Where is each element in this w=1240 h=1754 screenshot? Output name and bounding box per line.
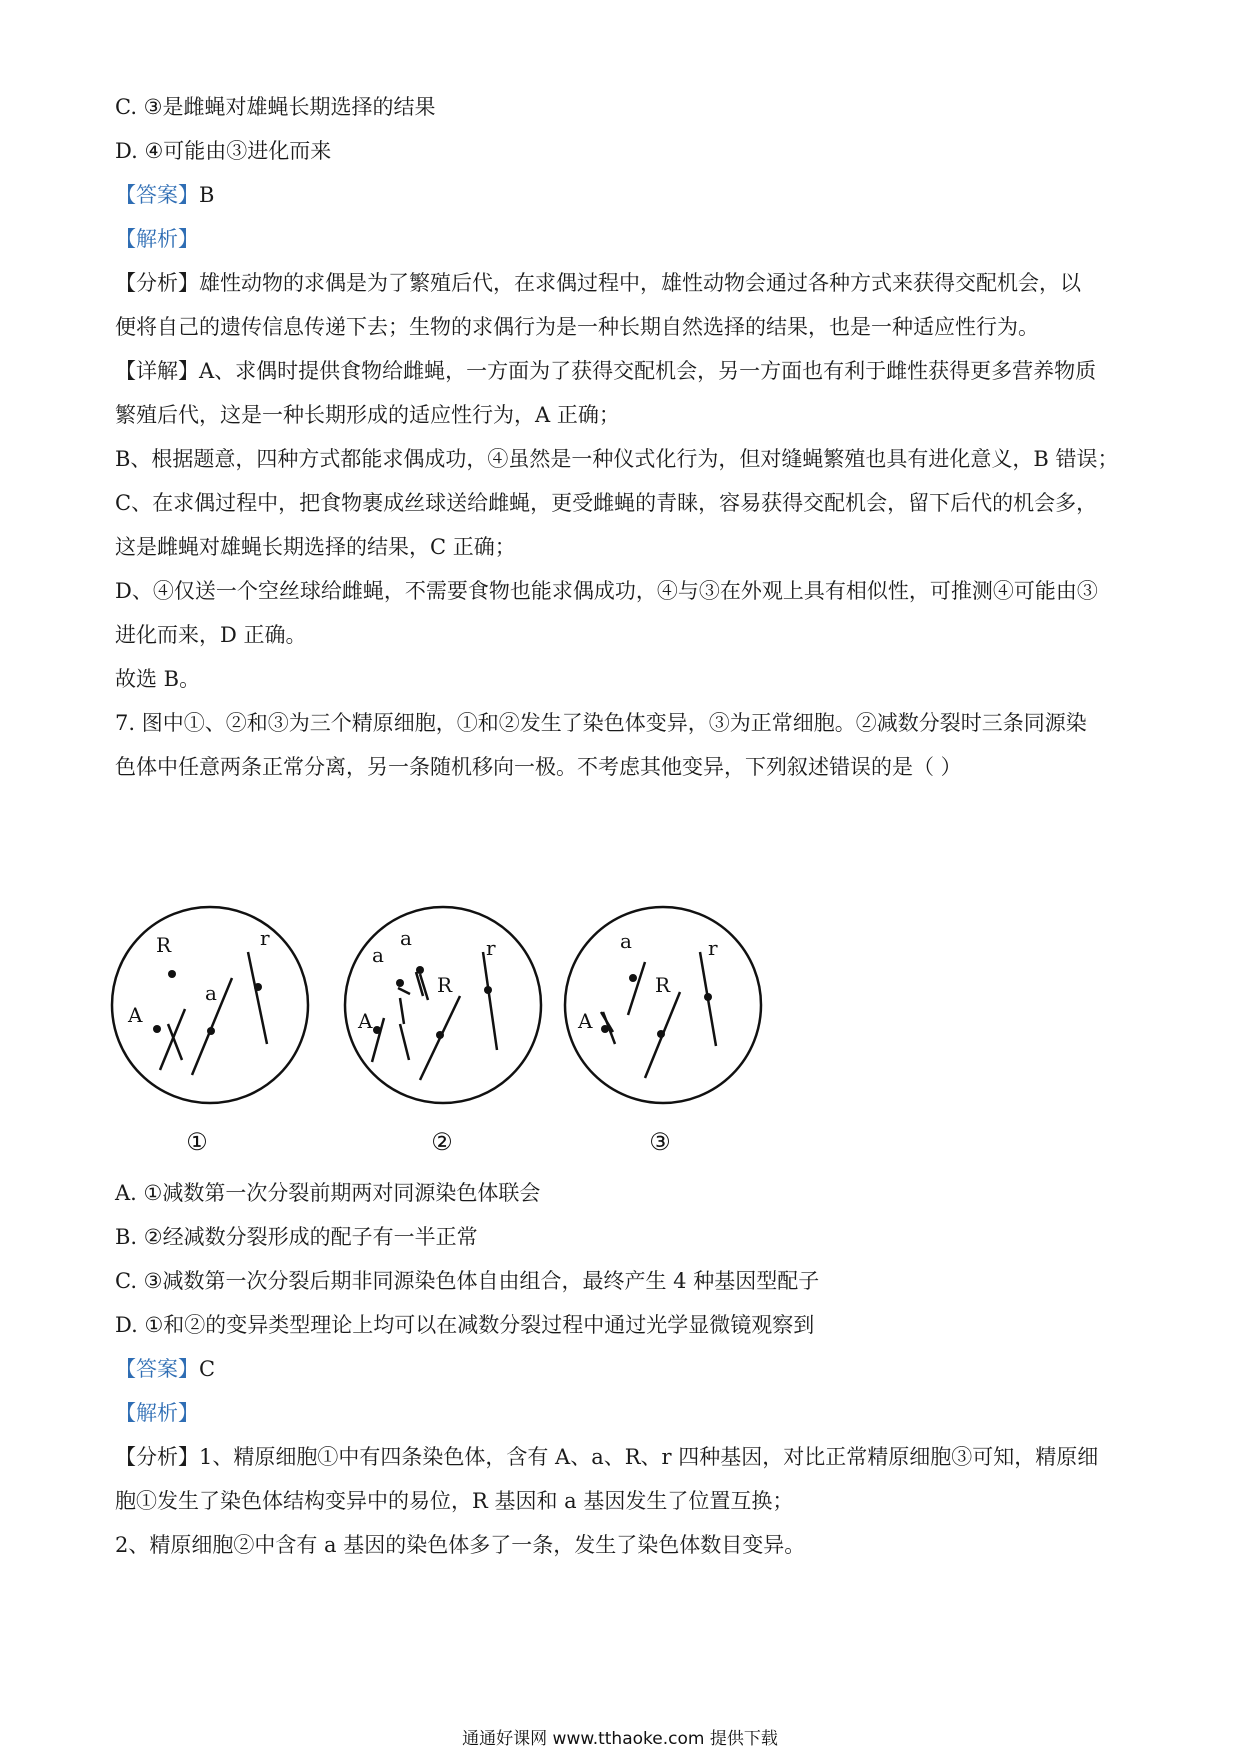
gene-label: r	[708, 936, 718, 960]
gene-label: R	[655, 973, 671, 997]
chromosome-A-arm	[400, 1024, 409, 1060]
answer-value: C	[199, 1357, 216, 1381]
conclusion-line: 故选 B。	[115, 667, 201, 691]
analysis-heading-1	[115, 224, 1135, 254]
gene-label: a	[205, 981, 217, 1005]
answer-tag: 【答案】	[115, 1357, 199, 1381]
chromosome-a1-arm	[400, 998, 404, 1024]
analysis-line: 胞①发生了染色体结构变异中的易位，R 基因和 a 基因发生了位置互换；	[115, 1489, 794, 1513]
cell-diagram	[110, 900, 870, 1160]
gene-label: a	[400, 926, 412, 950]
option-b: B. ②经减数分裂形成的配子有一半正常	[115, 1225, 478, 1249]
option-d-prev: D. ④可能由③进化而来	[115, 139, 332, 163]
detail-line	[115, 356, 1135, 386]
detail-line: C、在求偶过程中，把食物裹成丝球送给雌蝇，更受雌蝇的青睐，容易获得交配机会，留下后代的机会多，	[115, 491, 1098, 515]
detail-line: 进化而来，D 正确。	[115, 623, 307, 647]
analysis-line	[115, 268, 1135, 298]
cell-2-label: ②	[431, 1128, 453, 1156]
answer-tag: 【答案】	[115, 183, 199, 207]
cell-1-label: ①	[186, 1128, 208, 1156]
gene-label: A	[358, 1009, 373, 1033]
option-c: C. ③减数第一次分裂后期非同源染色体自由组合，最终产生 4 种基因型配子	[115, 1269, 820, 1293]
fenxi-tag: 【分析】	[115, 271, 199, 295]
analysis-line: 便将自己的遗传信息传递下去；生物的求偶行为是一种长期自然选择的结果，也是一种适应性行为。	[115, 315, 1039, 339]
detail-line: 繁殖后代，这是一种长期形成的适应性行为，A 正确；	[115, 403, 620, 427]
question-7-stem: 色体中任意两条正常分离，另一条随机移向一极。不考虑其他变异，下列叙述错误的是（ ）	[115, 755, 962, 779]
option-c-prev: C. ③是雌蝇对雄蝇长期选择的结果	[115, 95, 436, 119]
cell-3-label: ③	[649, 1128, 671, 1156]
gene-label: R	[156, 933, 172, 957]
detail-line: 这是雌蝇对雄蝇长期选择的结果，C 正确；	[115, 535, 516, 559]
gene-label: R	[437, 973, 453, 997]
option-d: D. ①和②的变异类型理论上均可以在减数分裂过程中通过光学显微镜观察到	[115, 1313, 815, 1337]
xiangjie-text: A、求偶时提供食物给雌蝇，一方面为了获得交配机会，另一方面也有利于雌性获得更多营养物质	[199, 359, 1097, 383]
answer-1	[115, 180, 1135, 210]
analysis-tag: 【解析】	[115, 1401, 199, 1425]
chromosome-r	[248, 952, 267, 1044]
question-7-stem: 7. 图中①、②和③为三个精原细胞，①和②发生了染色体变异，③为正常细胞。②减数分裂时三条同源染	[115, 711, 1087, 735]
analysis-line: 2、精原细胞②中含有 a 基因的染色体多了一条，发生了染色体数目变异。	[115, 1533, 806, 1557]
cell-2-membrane	[345, 907, 541, 1103]
answer-2	[115, 1354, 1135, 1384]
fenxi-text: 雄性动物的求偶是为了繁殖后代，在求偶过程中，雄性动物会通过各种方式来获得交配机会，以	[199, 271, 1081, 295]
analysis-tag: 【解析】	[115, 227, 199, 251]
chromosome-R	[160, 1009, 185, 1070]
gene-label: A	[128, 1003, 143, 1027]
chromosome-A	[372, 1018, 384, 1062]
gene-label: r	[486, 936, 496, 960]
xiangjie-tag: 【详解】	[115, 359, 199, 383]
option-a: A. ①减数第一次分裂前期两对同源染色体联会	[115, 1181, 541, 1205]
fenxi-tag: 【分析】	[115, 1445, 199, 1469]
gene-label: a	[372, 943, 384, 967]
analysis-heading-2	[115, 1398, 1135, 1428]
chromosome-a	[628, 962, 645, 1015]
page-footer: 通通好课网 www.tthaoke.com 提供下载	[462, 1729, 778, 1749]
chromosome-a1	[398, 988, 410, 994]
fenxi-text: 1、精原细胞①中有四条染色体，含有 A、a、R、r 四种基因，对比正常精原细胞③可知，精原细	[199, 1445, 1099, 1469]
analysis-line	[115, 1442, 1135, 1472]
chromosome-A	[168, 1024, 182, 1060]
answer-value: B	[199, 183, 215, 207]
chromosome-r	[483, 952, 497, 1050]
detail-line: B、根据题意，四种方式都能求偶成功，④虽然是一种仪式化行为，但对缝蝇繁殖也具有进化意义，B 错误；	[115, 447, 1119, 471]
detail-line: D、④仅送一个空丝球给雌蝇，不需要食物也能求偶成功，④与③在外观上具有相似性，可推测④可能由③	[115, 579, 1098, 603]
cell-3-membrane	[565, 907, 761, 1103]
gene-label: r	[260, 926, 270, 950]
gene-label: a	[620, 929, 632, 953]
gene-label: A	[578, 1009, 593, 1033]
